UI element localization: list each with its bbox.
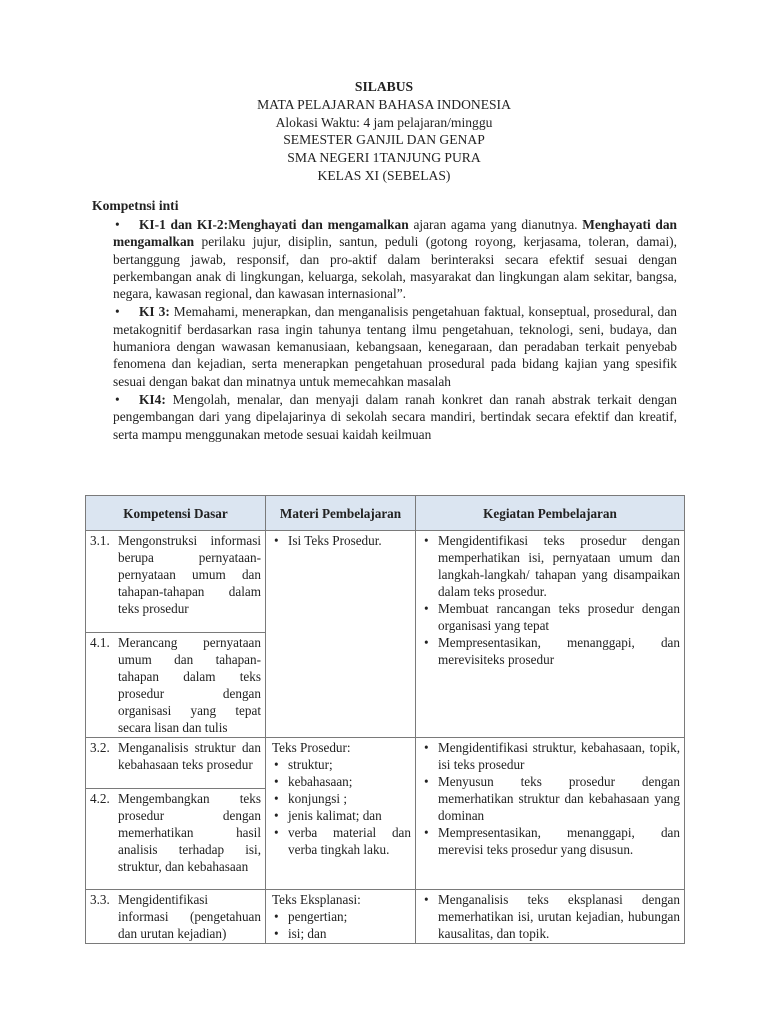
ki-heading: Kompetnsi inti [92, 198, 179, 213]
list-item: • Mempresentasikan, menanggapi, dan merevisiteks prosedur [420, 634, 680, 668]
ki-item-1-bold-1: Menghayati dan mengamalkan [228, 217, 409, 232]
table-row [86, 890, 685, 944]
document-header [0, 78, 768, 185]
bullet-icon: • [115, 304, 120, 320]
kd-number: 4.1. [90, 635, 110, 650]
kd-cell [86, 789, 266, 890]
kd-cell [86, 890, 266, 944]
semester-line: SEMESTER GANJIL DAN GENAP [283, 132, 485, 148]
ki-item-3-text: Mengolah, menalar, dan menyaji dalam ranah konkret dan ranah abstrak terkait dengan pengembangan dari yang dipelajarinya di sekolah secara mandiri, bertindak secara efektif dan kreatif, serta mampu menggunakan metode sesuai kaidah keilmuan [113, 391, 677, 442]
kd-number: 3.1. [90, 533, 110, 548]
list-item: • kebahasaan; [270, 773, 411, 790]
ki-item-3 [113, 391, 677, 443]
kd-text: Menganalisis struktur dan kebahasaan teks prosedur [118, 740, 261, 772]
allocation-line: Alokasi Waktu: 4 jam pelajaran/minggu [275, 114, 493, 130]
kd-text: Mengembangkan teks prosedur dengan memerhatikan hasil analisis terhadap isi, struktur, dan kebahasaan [118, 791, 261, 874]
ki-item-1 [113, 216, 677, 302]
list-item: • jenis kalimat; dan [270, 807, 411, 824]
materi-cell [266, 738, 416, 890]
list-item: • isi; dan [270, 925, 411, 942]
subject-line: MATA PELAJARAN BAHASA INDONESIA [257, 96, 511, 112]
kd-number: 3.3. [90, 892, 110, 907]
list-item: • Mengidentifikasi struktur, kebahasaan, topik, isi teks prosedur [420, 739, 680, 773]
ki-item-2-label: KI 3: [139, 304, 170, 320]
ki-item-3-label: KI4: [139, 391, 166, 407]
kd-text: Mengonstruksi informasi berupa pernyataan-pernyataan umum dan tahapan-tahapan dalam teks prosedur [118, 533, 261, 616]
kegiatan-cell [416, 531, 685, 738]
kd-number: 3.2. [90, 740, 110, 755]
ki-item-1-text-2: perilaku jujur, disiplin, santun, peduli (gotong royong, kerjasama, toleran, damai), bertanggung jawab, responsif, dan pro-aktif dalam berinteraksi secara efektif sesuai dengan perkembangan anak di lingkungan, keluarga, sekolah, masyarakat dan lingkungan alam sekitar, bangsa, negara, kawasan regional, dan kawasan internasional”. [113, 234, 677, 302]
list-item: • Mempresentasikan, menanggapi, dan merevisi teks prosedur yang disusun. [420, 824, 680, 858]
materi-label: Teks Eksplanasi: [272, 892, 361, 907]
table-header-row [86, 496, 685, 531]
list-item: • konjungsi ; [270, 790, 411, 807]
list-item: • struktur; [270, 756, 411, 773]
ki-list [113, 216, 677, 444]
materi-label: Teks Prosedur: [272, 740, 351, 755]
header-materi: Materi Pembelajaran [266, 496, 416, 531]
materi-cell [266, 890, 416, 944]
bullet-icon: • [115, 391, 120, 407]
ki-item-1-label: KI-1 dan KI-2: [139, 217, 229, 232]
list-item: • Isi Teks Prosedur. [270, 532, 411, 549]
table-row [86, 738, 685, 789]
kegiatan-cell [416, 738, 685, 890]
ki-item-1-text-1: ajaran agama yang dianutnya. [408, 217, 583, 232]
kd-text: Merancang pernyataan umum dan tahapan-tahapan dalam teks prosedur dengan organisasi yang tepat secara lisan dan tulis [118, 635, 261, 735]
kd-text: Mengidentifikasi informasi (pengetahuan dan urutan kejadian) [118, 892, 261, 941]
school-line: SMA NEGERI 1TANJUNG PURA [287, 150, 481, 166]
list-item: • Menganalisis teks eksplanasi dengan memerhatikan isi, urutan kejadian, hubungan kausalitas, dan topik. [420, 891, 680, 942]
document-title: SILABUS [354, 79, 414, 94]
list-item: • pengertian; [270, 908, 411, 925]
list-item: • Membuat rancangan teks prosedur dengan organisasi yang tepat [420, 600, 680, 634]
header-kegiatan: Kegiatan Pembelajaran [416, 496, 685, 531]
class-line: KELAS XI (SEBELAS) [317, 167, 451, 183]
materi-cell [266, 531, 416, 738]
ki-item-2-text: Memahami, menerapkan, dan menganalisis pengetahuan faktual, konseptual, prosedural, dan metakognitif berdasarkan rasa ingin tahunya tentang ilmu pengetahuan, teknologi, seni, budaya, dan humaniora dengan wawasan kemanusiaan, kebangsaan, kenegaraan, dan peradaban terkait penyebab fenomena dan kejadian, serta menerapkan pengetahuan prosedural pada bidang kajian yang spesifik sesuai dengan bakat dan minatnya untuk memecahkan masalah [113, 304, 677, 389]
kd-number: 4.2. [90, 791, 110, 806]
list-item: • Mengidentifikasi teks prosedur dengan memperhatikan isi, pernyataan umum dan langkah-langkah/ tahapan yang disampaikan dalam teks prosedur. [420, 532, 680, 600]
bullet-icon: • [115, 217, 120, 232]
table-row [86, 531, 685, 633]
kd-cell [86, 738, 266, 789]
syllabus-table [85, 495, 685, 944]
list-item: • Menyusun teks prosedur dengan memerhatikan struktur dan kebahasaan yang dominan [420, 773, 680, 824]
kd-cell [86, 531, 266, 633]
header-kompetensi-dasar: Kompetensi Dasar [86, 496, 266, 531]
kd-cell [86, 633, 266, 738]
ki-item-1-bold-2: Menghayati dan mengamalkan [113, 217, 677, 250]
list-item: • verba material dan verba tingkah laku. [270, 824, 411, 858]
ki-item-2 [113, 303, 677, 389]
kegiatan-cell [416, 890, 685, 944]
